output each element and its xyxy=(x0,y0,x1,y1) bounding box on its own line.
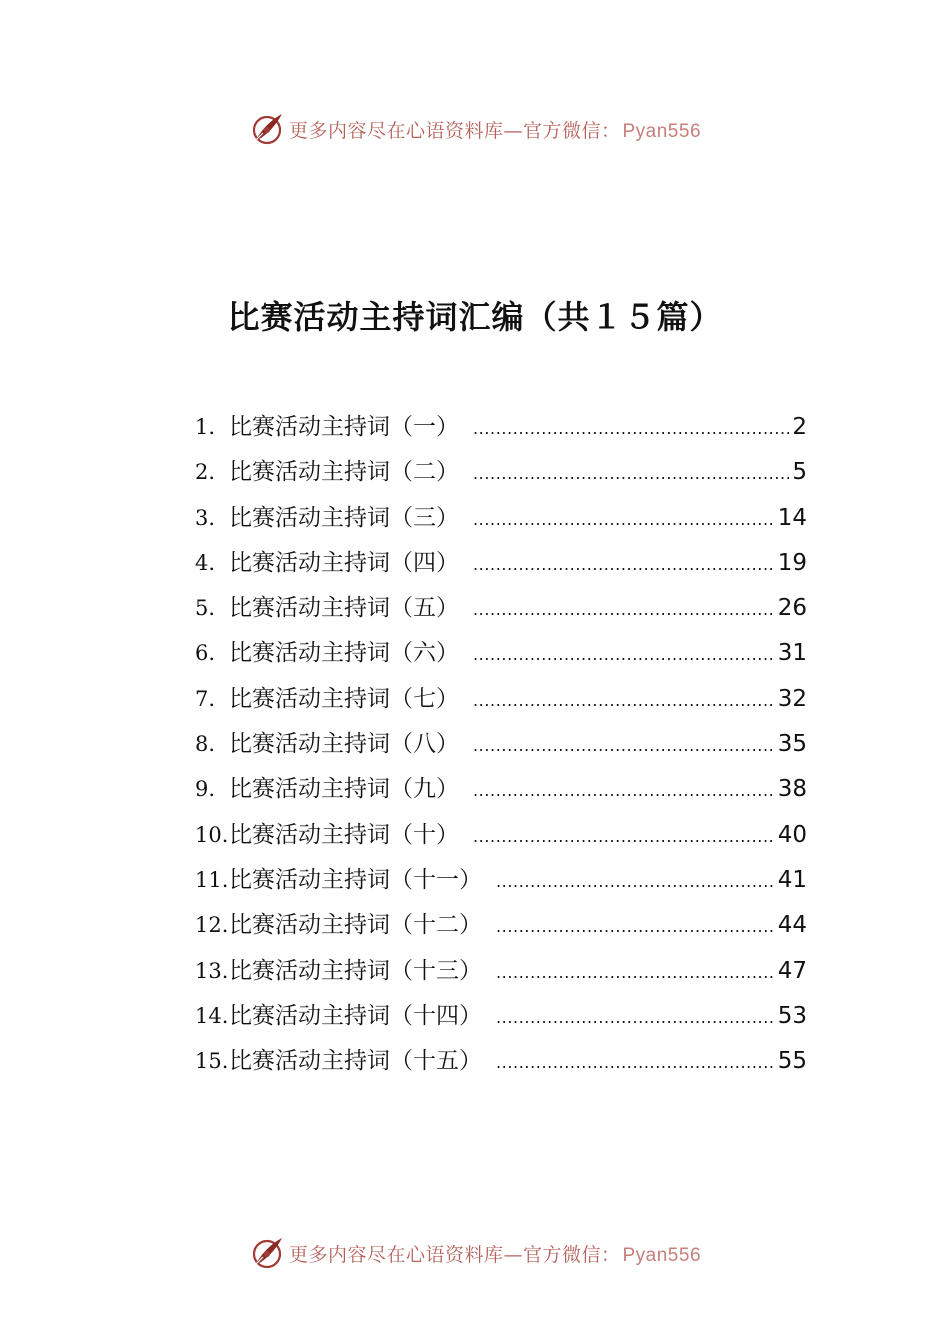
watermark-wechat-id: Pyan556 xyxy=(622,120,702,142)
toc-entry[interactable] xyxy=(195,499,807,544)
toc-entry-title[interactable]: 比赛活动主持词（十四） xyxy=(229,1002,482,1029)
toc-entry[interactable] xyxy=(195,816,807,861)
toc-entry[interactable] xyxy=(195,453,807,498)
toc-entry-title[interactable]: 比赛活动主持词（十三） xyxy=(229,957,482,984)
toc-entry[interactable] xyxy=(195,634,807,679)
toc-entry-title[interactable]: 比赛活动主持词（一） xyxy=(229,414,459,440)
toc-entry-page: 26 xyxy=(777,595,807,622)
toc-entry[interactable] xyxy=(195,589,807,634)
toc-entry[interactable] xyxy=(195,1042,807,1087)
toc-entry-number: 14. xyxy=(195,1003,229,1028)
toc-entry-page: 53 xyxy=(777,1002,807,1029)
toc-dot-leader xyxy=(473,827,775,846)
toc-dot-leader xyxy=(473,555,775,574)
feather-pen-logo-icon xyxy=(249,1235,285,1271)
toc-entry-title[interactable]: 比赛活动主持词（六） xyxy=(229,640,459,667)
toc-entry[interactable] xyxy=(195,544,807,589)
watermark-text: 更多内容尽在心语资料库—官方微信： Pyan556 xyxy=(288,119,702,142)
toc-dot-leader xyxy=(496,1053,775,1072)
toc-entry-page: 41 xyxy=(777,866,807,893)
toc-entry-page: 2 xyxy=(792,414,807,440)
toc-entry-page: 38 xyxy=(777,776,807,803)
toc-entry[interactable] xyxy=(195,408,807,453)
toc-entry-number: 2. xyxy=(195,460,216,485)
toc-entry-page: 40 xyxy=(777,821,807,848)
toc-dot-leader xyxy=(496,963,775,982)
feather-pen-logo-icon xyxy=(249,111,285,147)
toc-entry[interactable] xyxy=(195,770,807,815)
toc-entry-number: 5. xyxy=(195,596,216,621)
toc-entry[interactable] xyxy=(195,906,807,951)
document-title: 比赛活动主持词汇编（共１５篇） xyxy=(227,298,723,336)
toc-entry[interactable] xyxy=(195,680,807,725)
toc-entry-title[interactable]: 比赛活动主持词（二） xyxy=(229,459,459,486)
toc-dot-leader xyxy=(473,781,775,800)
toc-entry-title[interactable]: 比赛活动主持词（三） xyxy=(229,504,459,531)
toc-entry-page: 55 xyxy=(777,1048,807,1075)
toc-dot-leader xyxy=(473,510,775,529)
toc-entry-number: 13. xyxy=(195,958,229,983)
toc-entry-number: 15. xyxy=(195,1049,229,1074)
toc-dot-leader xyxy=(473,600,775,619)
toc-entry[interactable] xyxy=(195,997,807,1042)
toc-entry-number: 3. xyxy=(195,505,216,530)
toc-entry-title[interactable]: 比赛活动主持词（八） xyxy=(229,731,459,758)
toc-entry-number: 1. xyxy=(195,415,216,439)
toc-dot-leader xyxy=(473,419,789,438)
toc-dot-leader xyxy=(473,691,775,710)
toc-entry-page: 32 xyxy=(777,685,807,712)
toc-entry-title[interactable]: 比赛活动主持词（五） xyxy=(229,595,459,622)
toc-entry-number: 8. xyxy=(195,732,216,757)
toc-entry-number: 10. xyxy=(195,822,229,847)
toc-entry-number: 4. xyxy=(195,550,216,575)
toc-entry-title[interactable]: 比赛活动主持词（十一） xyxy=(229,866,482,893)
toc-entry-page: 35 xyxy=(777,731,807,758)
toc-entry-number: 7. xyxy=(195,686,216,711)
toc-entry-page: 5 xyxy=(792,459,807,486)
table-of-contents xyxy=(195,408,807,1087)
toc-entry-number: 9. xyxy=(195,777,216,802)
toc-entry-title[interactable]: 比赛活动主持词（十五） xyxy=(229,1048,482,1075)
toc-entry-title[interactable]: 比赛活动主持词（七） xyxy=(229,685,459,712)
toc-entry-page: 44 xyxy=(777,912,807,939)
toc-entry-title[interactable]: 比赛活动主持词（十） xyxy=(229,821,459,848)
toc-entry-title[interactable]: 比赛活动主持词（十二） xyxy=(229,912,482,939)
toc-dot-leader xyxy=(496,1008,775,1027)
header-watermark xyxy=(0,109,950,149)
toc-dot-leader xyxy=(473,645,775,664)
footer-watermark xyxy=(0,1233,950,1273)
toc-entry[interactable] xyxy=(195,725,807,770)
watermark-wechat-id: Pyan556 xyxy=(622,1244,702,1266)
toc-entry-number: 11. xyxy=(195,867,229,892)
toc-entry-number: 12. xyxy=(195,913,229,938)
toc-entry-page: 31 xyxy=(777,640,807,667)
toc-entry[interactable] xyxy=(195,861,807,906)
watermark-text: 更多内容尽在心语资料库—官方微信： Pyan556 xyxy=(288,1243,702,1266)
toc-dot-leader xyxy=(496,872,775,891)
toc-dot-leader xyxy=(473,464,789,483)
toc-entry[interactable] xyxy=(195,952,807,997)
toc-entry-number: 6. xyxy=(195,641,216,666)
toc-entry-page: 19 xyxy=(777,549,807,576)
toc-entry-title[interactable]: 比赛活动主持词（九） xyxy=(229,776,459,803)
toc-dot-leader xyxy=(473,736,775,755)
toc-entry-page: 47 xyxy=(777,957,807,984)
toc-dot-leader xyxy=(496,917,775,936)
toc-entry-title[interactable]: 比赛活动主持词（四） xyxy=(229,549,459,576)
toc-entry-page: 14 xyxy=(777,504,807,531)
